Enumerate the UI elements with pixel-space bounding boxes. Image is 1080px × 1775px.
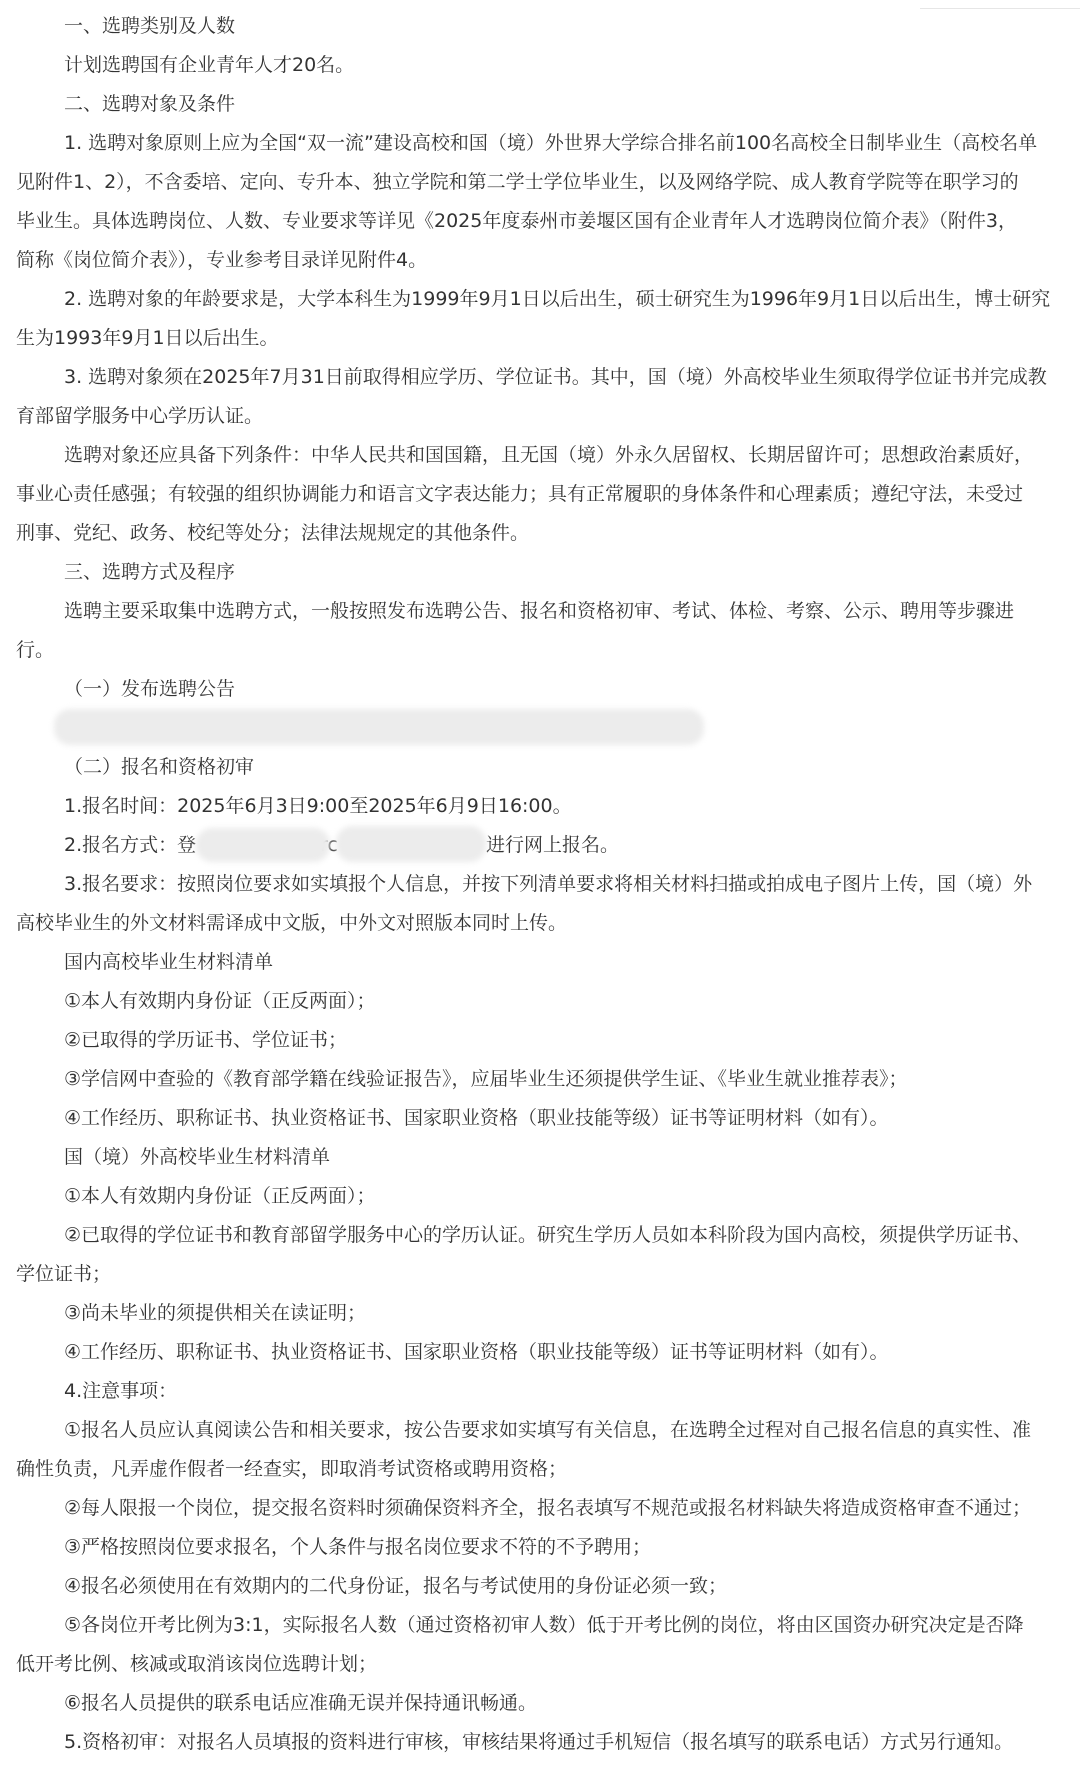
paragraph-line: 2. 选聘对象的年龄要求是，大学本科生为1999年9月1日以后出生，硕士研究生为1996年9月1日以后出生，博士研究	[64, 288, 1051, 310]
list-item: 确性负责，凡弄虚作假者一经查实，即取消考试资格或聘用资格；	[16, 1458, 568, 1480]
paragraph-line: 简称《岗位简介表》），专业参考目录详见附件4。	[16, 249, 428, 271]
redaction-blur	[196, 828, 330, 862]
paragraph-line: 行。	[16, 639, 55, 661]
paragraph-line: 2.报名方式：登	[64, 834, 197, 856]
paragraph-line: 3.报名要求：按照岗位要求如实填报个人信息，并按下列清单要求将相关材料扫描或拍成电子图片上传，国（境）外	[64, 873, 1033, 895]
section-heading-3: 三、选聘方式及程序	[64, 561, 236, 583]
paragraph-line: 高校毕业生的外文材料需译成中文版，中外文对照版本同时上传。	[16, 912, 568, 934]
list-heading: 国（境）外高校毕业生材料清单	[64, 1146, 331, 1168]
paragraph-line: 刑事、党纪、政务、校纪等处分；法律法规规定的其他条件。	[16, 522, 530, 544]
paragraph-line: 1. 选聘对象原则上应为全国“双一流”建设高校和国（境）外世界大学综合排名前100名高校全日制毕业生（高校名单	[64, 132, 1038, 154]
redaction-blur	[54, 709, 704, 745]
paragraph-line: 1.报名时间：2025年6月3日9:00至2025年6月9日16:00。	[64, 795, 572, 817]
list-item: ①本人有效期内身份证（正反两面）；	[64, 1185, 376, 1207]
list-item: 低开考比例、核减或取消该岗位选聘计划；	[16, 1653, 378, 1675]
list-item: ⑥报名人员提供的联系电话应准确无误并保持通讯畅通。	[64, 1692, 538, 1714]
list-item: ⑤各岗位开考比例为3:1，实际报名人数（通过资格初审人数）低于开考比例的岗位，将由区国资办研究决定是否降	[64, 1614, 1024, 1636]
section-heading-2: 二、选聘对象及条件	[64, 93, 236, 115]
list-item: ②已取得的学历证书、学位证书；	[64, 1029, 348, 1051]
paragraph-line: 育部留学服务中心学历认证。	[16, 405, 264, 427]
list-item: ③学信网中查验的《教育部学籍在线验证报告》，应届毕业生还须提供学生证、《毕业生就业推荐表》；	[64, 1068, 908, 1090]
redaction-blur	[336, 826, 486, 862]
list-item: ④工作经历、职称证书、执业资格证书、国家职业资格（职业技能等级）证书等证明材料（如有）。	[64, 1341, 889, 1363]
subsection-heading: （一）发布选聘公告	[64, 678, 236, 700]
paragraph-line: 3. 选聘对象须在2025年7月31日前取得相应学历、学位证书。其中，国（境）外高校毕业生须取得学位证书并完成教	[64, 366, 1047, 388]
subsection-heading: （二）报名和资格初审	[64, 756, 255, 778]
list-heading: 国内高校毕业生材料清单	[64, 951, 274, 973]
list-item: ①报名人员应认真阅读公告和相关要求，按公告要求如实填写有关信息，在选聘全过程对自己报名信息的真实性、准	[64, 1419, 1032, 1441]
list-item: ③严格按照岗位要求报名，个人条件与报名岗位要求不符的不予聘用；	[64, 1536, 652, 1558]
list-item: ②每人限报一个岗位，提交报名资料时须确保资料齐全，报名表填写不规范或报名材料缺失将造成资格审查不通过；	[64, 1497, 1032, 1519]
paragraph-line: 5.资格初审：对报名人员填报的资料进行审核，审核结果将通过手机短信（报名填写的联系电话）方式另行通知。	[64, 1731, 1014, 1753]
list-item: ④报名必须使用在有效期内的二代身份证，报名与考试使用的身份证必须一致；	[64, 1575, 728, 1597]
paragraph-line: 见附件1、2），不含委培、定向、专升本、独立学院和第二学士学位毕业生，以及网络学院、成人教育学院等在职学习的	[16, 171, 1019, 193]
list-item: 学位证书；	[16, 1263, 112, 1285]
paragraph-line: 进行网上报名。	[486, 834, 620, 856]
list-item: ②已取得的学位证书和教育部留学服务中心的学历认证。研究生学历人员如本科阶段为国内高校，须提供学历证书、	[64, 1224, 1032, 1246]
section-heading-1: 一、选聘类别及人数	[64, 15, 236, 37]
paragraph-line: 选聘对象还应具备下列条件：中华人民共和国国籍，且无国（境）外永久居留权、长期居留许可；思想政治素质好，	[64, 444, 1034, 466]
list-item: ④工作经历、职称证书、执业资格证书、国家职业资格（职业技能等级）证书等证明材料（如有）。	[64, 1107, 889, 1129]
paragraph-line: 生为1993年9月1日以后出生。	[16, 327, 279, 349]
paragraph-line: 4.注意事项：	[64, 1380, 178, 1402]
paragraph-line: 毕业生。具体选聘岗位、人数、专业要求等详见《2025年度泰州市姜堰区国有企业青年人才选聘岗位简介表》（附件3，	[16, 210, 1017, 232]
paragraph-line: 计划选聘国有企业青年人才20名。	[64, 54, 355, 76]
list-item: ③尚未毕业的须提供相关在读证明；	[64, 1302, 367, 1324]
paragraph-line: 事业心责任感强；有较强的组织协调能力和语言文字表达能力；具有正常履职的身体条件和心理素质；遵纪守法，未受过	[16, 483, 1024, 505]
list-item: ①本人有效期内身份证（正反两面）；	[64, 990, 376, 1012]
paragraph-line: 选聘主要采取集中选聘方式，一般按照发布选聘公告、报名和资格初审、考试、体检、考察、公示、聘用等步骤进	[64, 600, 1015, 622]
